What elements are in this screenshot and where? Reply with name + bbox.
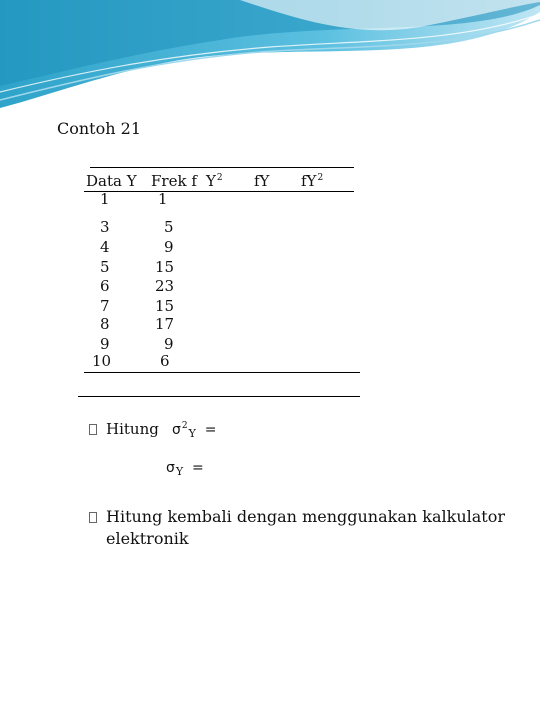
table-cell-y: 6 [100, 277, 110, 295]
header-frek-f: Frek f [151, 172, 197, 190]
table-cell-y: 5 [100, 258, 110, 276]
table-cell-f: 17 [155, 315, 175, 333]
table-cell-f: 1 [158, 190, 168, 208]
table-cell-y: 8 [100, 315, 110, 333]
bullet-calculator-line2: elektronik [106, 529, 189, 548]
table-cell-y: 3 [100, 218, 110, 236]
header-wave-decoration [0, 0, 540, 120]
table-cell-f: 23 [155, 277, 175, 295]
std-dev-formula [166, 460, 204, 476]
header-fy2-label: fY [301, 172, 317, 190]
table-cell-f: 5 [164, 218, 174, 236]
table-top-rule [90, 167, 354, 168]
table-cell-f: 6 [160, 352, 170, 370]
header-data-y: Data Y [86, 172, 137, 190]
sigma-symbol: σ [166, 460, 175, 476]
table-cell-f: 9 [164, 335, 174, 353]
table-cell-y: 7 [100, 297, 110, 315]
slide-title: Contoh 21 [57, 119, 141, 138]
header-fy: fY [254, 172, 270, 190]
header-y-squared [206, 172, 223, 190]
table-cell-y: 4 [100, 238, 110, 256]
bullet-icon [89, 512, 97, 523]
sigma-symbol: σ [172, 422, 181, 438]
subscript-y: Y [188, 427, 196, 440]
superscript-2: 2 [317, 173, 324, 183]
table-cell-y: 9 [100, 335, 110, 353]
table-cell-f: 15 [155, 297, 175, 315]
bullet-hitung-label: Hitung [106, 420, 159, 438]
squared-superscript: 2 [181, 421, 188, 431]
equals-sign: = [204, 422, 217, 438]
table-cell-f: 15 [155, 258, 175, 276]
table-header-rule [84, 191, 354, 192]
subscript-y: Y [175, 465, 184, 478]
bullet-icon [89, 424, 97, 435]
variance-formula [172, 422, 217, 438]
header-y-label: Y [206, 172, 216, 190]
table-bottom-rule [84, 372, 360, 373]
table-total-rule [78, 396, 360, 397]
table-cell-f: 9 [164, 238, 174, 256]
header-fy-squared [301, 172, 323, 190]
table-cell-y: 1 [100, 190, 110, 208]
equals-sign: = [192, 460, 204, 476]
bullet-calculator-line1: Hitung kembali dengan menggunakan kalkulator [106, 507, 505, 526]
superscript-2: 2 [216, 173, 223, 183]
table-cell-y: 10 [92, 352, 112, 370]
